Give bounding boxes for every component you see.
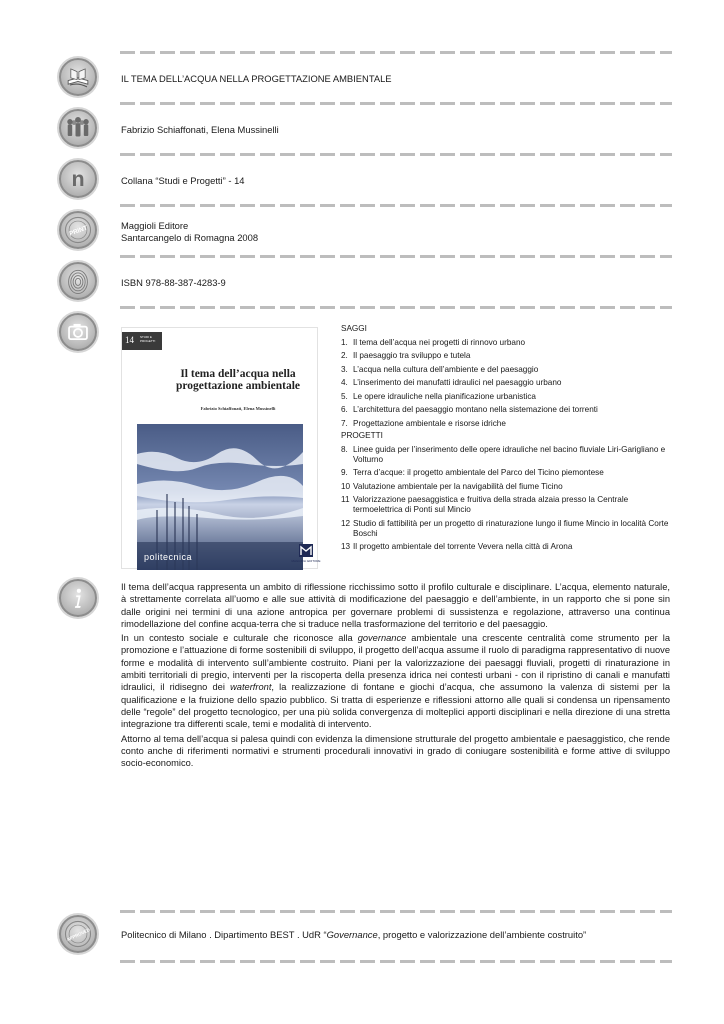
toc-item-number: 2. — [341, 351, 348, 360]
toc-item-number: 12 — [341, 518, 351, 528]
book-cover — [121, 327, 321, 569]
toc-item — [341, 495, 671, 515]
cover-series-number: 14 — [125, 335, 134, 345]
approved-stamp-icon — [59, 915, 97, 953]
toc-item-number: 7. — [341, 418, 348, 428]
toc-item — [341, 419, 671, 429]
toc-item-number: 6. — [341, 405, 348, 414]
cover-title: Il tema dell’acqua nella progettazione ambientale — [175, 368, 301, 392]
toc-item-title: Progettazione ambientale e risorse idriche — [353, 418, 506, 428]
footer-affiliation: Politecnico di Milano . Dipartimento BEST . UdR “Governance, progetto e valorizzazione dell’ambiente costruito” — [121, 929, 587, 940]
toc-item — [341, 351, 671, 361]
toc-item-number: 13 — [341, 542, 351, 551]
book-title: IL TEMA DELL’ACQUA NELLA PROGETTAZIONE AMBIENTALE — [121, 73, 392, 84]
toc-item-number: 1. — [341, 337, 348, 347]
toc-item — [341, 392, 671, 402]
toc-item-title: L’acqua nella cultura dell’ambiente e del paesaggio — [353, 364, 539, 374]
print-stamp-icon — [59, 211, 97, 249]
table-of-contents — [341, 324, 671, 556]
info-icon — [59, 579, 97, 617]
description-paragraph-1: Il tema dell’acqua rappresenta un ambito di riflessione ricchissimo sotto il profilo culturale e disciplinare. L’acqua, elemento naturale, à strettamente correlata all’uomo e alle sue attività di modificazione del paesaggio e dell’ambiente, in un rapporto che si pone sin dalle origini nei termini di una azione antropica per governare problemi di sussistenza e regolazione, attraverso una continua rimodellazione del confine acqua-terra che si traduce nella trasformazione del territorio e del paesaggio. — [121, 582, 670, 629]
fingerprint-icon — [59, 262, 97, 300]
svg-text:n: n — [71, 167, 85, 192]
toc-item-number: 8. — [341, 444, 348, 454]
toc-item-title: Il tema dell’acqua nei progetti di rinnovo urbano — [353, 337, 526, 347]
toc-item-number: 10 — [341, 481, 351, 491]
toc-item-number: 5. — [341, 391, 348, 401]
separator-2 — [120, 102, 672, 105]
separator-7 — [120, 910, 672, 913]
letter-n-icon — [59, 160, 97, 198]
separator-3 — [120, 153, 672, 156]
toc-item-title: Valutazione ambientale per la navigabilità del fiume Ticino — [353, 481, 563, 491]
svg-text:PRINT: PRINT — [68, 224, 89, 238]
separator-8 — [120, 960, 672, 963]
toc-item — [341, 405, 671, 415]
toc-item-title: Studio di fattibilità per un progetto di rinaturazione lungo il fiume Mincio in località Corte Boschi — [353, 518, 669, 538]
description-paragraph-2: In un contesto sociale e culturale che riconosce alla governance ambientale una crescente centralità come strumento per la promozione e l’attuazione di forme sostenibili di sviluppo, il progetto dell’acqua assume il ruolo di paradigma rappresentativo di nuove forme e modalità di intervento sull’ambiente costruito. Piani per la valorizzazione dei paesaggi fluviali, progetti di rinaturazione in ambiti territoriali di pregio, interventi per la riscoperta della presenza idrica nei contesti urbani - con il ripristino di canali e manufatti idraulici, il ridisegno dei waterfront, la realizzazione di fontane e giochi d’acqua, che assumono la valenza di sistemi per la qualificazione e la fruizione dello spazio pubblico. Si tratta di esperienze e riflessioni attorno alle quali si condensa un ripensamento delle “regole” del progetto tecnologico, per una più solida convergenza di molteplici apporti disciplinari e nella direzione di una stretta integrazione tra differenti scale, temi e modalità di intervento. — [121, 633, 671, 730]
book-isbn: ISBN 978-88-387-4283-9 — [121, 277, 226, 288]
toc-item-title: Le opere idrauliche nella pianificazione urbanistica — [353, 391, 536, 401]
toc-item-title: Valorizzazione paesaggistica e fruitiva della strada alzaia presso la Centrale termoelettrica di Ponti sul Mincio — [353, 495, 629, 514]
toc-item — [341, 365, 671, 375]
book-series: Collana “Studi e Progetti” - 14 — [121, 175, 245, 186]
cover-authors: Fabrizio Schiaffonati, Elena Mussinelli — [200, 406, 276, 411]
toc-item-number: 4. — [341, 378, 348, 387]
svg-text:MAGGIOLI EDITORE: MAGGIOLI EDITORE — [291, 559, 321, 563]
toc-list-saggi — [341, 338, 671, 429]
cover-series-badge — [122, 332, 162, 350]
book-authors: Fabrizio Schiaffonati, Elena Mussinelli — [121, 124, 279, 135]
toc-item — [341, 542, 671, 552]
toc-item-number: 9. — [341, 468, 348, 477]
toc-item-title: Terra d’acque: il progetto ambientale del Parco del Ticino piemontese — [353, 468, 604, 477]
book-publisher: Maggioli Editore — [121, 220, 189, 231]
people-icon — [59, 109, 97, 147]
cover-brand: politecnica — [144, 552, 193, 562]
separator-5 — [120, 255, 672, 258]
description-paragraph-3: Attorno al tema dell’acqua si palesa quindi con evidenza la dimensione strutturale del progetto ambientale e paesaggistico, che rende conto anche di riferimenti normativi e strumenti procedurali innovativi in grado di coniugare sostenibilità e forme attive di sviluppo socio-economico. — [121, 733, 670, 769]
toc-item-number: 11 — [341, 495, 350, 504]
toc-item-title: L’inserimento dei manufatti idraulici nel paesaggio urbano — [353, 378, 562, 387]
publisher-logo — [291, 544, 321, 564]
toc-section-progetti: PROGETTI — [341, 431, 383, 440]
separator-1 — [120, 51, 672, 54]
toc-item-title: Il paesaggio tra sviluppo e tutela — [353, 351, 471, 360]
camera-icon — [59, 313, 97, 351]
open-book-icon — [59, 58, 97, 96]
toc-item-title: Linee guida per l’inserimento delle opere idrauliche nel bacino fluviale Liri-Garigliano e Volturno — [353, 444, 666, 464]
toc-item — [341, 519, 671, 539]
toc-item — [341, 445, 671, 465]
toc-item-title: Il progetto ambientale del torrente Vevera nella città di Arona — [353, 542, 573, 551]
book-place-year: Santarcangelo di Romagna 2008 — [121, 232, 259, 243]
separator-4 — [120, 204, 672, 207]
toc-item — [341, 482, 671, 492]
description — [121, 581, 670, 771]
toc-item — [341, 468, 671, 478]
toc-item-number: 3. — [341, 364, 348, 374]
cover-photo — [137, 424, 303, 570]
svg-text:APPROVED: APPROVED — [65, 927, 91, 943]
toc-item-title: L’architettura del paesaggio montano nella sistemazione dei torrenti — [353, 405, 598, 414]
toc-item — [341, 338, 671, 348]
cover-series-label: STUDI E PROGETTI — [140, 335, 156, 343]
toc-section-saggi: SAGGI — [341, 324, 367, 333]
toc-item — [341, 378, 671, 388]
toc-list-progetti — [341, 445, 671, 553]
separator-6 — [120, 306, 672, 309]
